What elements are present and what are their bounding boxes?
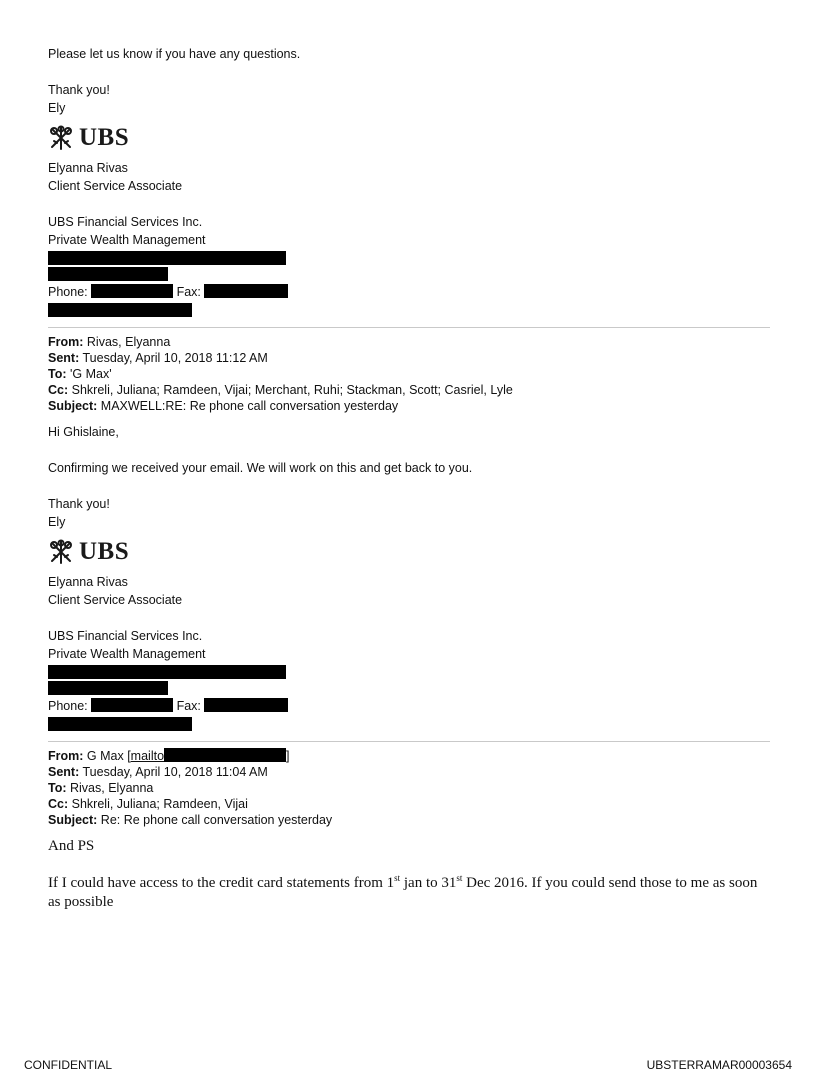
intro-line: Please let us know if you have any questions. (48, 47, 301, 61)
ubs-keys-icon (48, 539, 74, 565)
subject-row: Subject: Re: Re phone call conversation yesterday (48, 813, 333, 827)
email1-greeting: Hi Ghislaine, (48, 425, 119, 439)
email1-thanks: Thank you! (48, 497, 110, 511)
email-header-2 (48, 748, 770, 828)
sig-company: UBS Financial Services Inc. (48, 215, 203, 229)
redaction-phone (91, 698, 173, 712)
email-header-1 (48, 334, 770, 414)
signature-block-1 (48, 159, 770, 317)
ubs-logo-text: UBS (79, 538, 130, 565)
footer-confidential: CONFIDENTIAL (24, 1058, 113, 1072)
subject-row: Subject: MAXWELL:RE: Re phone call conversation yesterday (48, 399, 399, 413)
mailto-link[interactable]: mailto (130, 749, 165, 763)
email1-body: Confirming we received your email. We will work on this and get back to you. (48, 461, 473, 475)
email2-body: If I could have access to the credit card statements from 1st jan to 31st Dec 2016. If you could send those to me as soon as possible (48, 873, 758, 910)
sig-title: Client Service Associate (48, 593, 183, 607)
sig-phone-line (48, 697, 770, 715)
signature-block-2 (48, 573, 770, 731)
from-row: From: G Max [mailto ] (48, 749, 290, 763)
fax-label: Fax: (176, 699, 201, 713)
to-row: To: 'G Max' (48, 367, 112, 381)
ubs-keys-icon (48, 125, 74, 151)
email-separator-2 (48, 741, 770, 742)
sig-company: UBS Financial Services Inc. (48, 629, 203, 643)
redaction-fax (204, 284, 288, 298)
footer-bates-number: UBSTERRAMAR00003654 (646, 1058, 792, 1072)
sent-row: Sent: Tuesday, April 10, 2018 11:04 AM (48, 765, 268, 779)
intro-thanks: Thank you! (48, 83, 110, 97)
redaction-email (48, 717, 192, 731)
redaction-address-2 (48, 267, 168, 281)
cc-row: Cc: Shkreli, Juliana; Ramdeen, Vijai; Merchant, Ruhi; Stackman, Scott; Casriel, Lyle (48, 383, 513, 397)
email-separator-1 (48, 327, 770, 328)
ubs-logo-text: UBS (79, 124, 130, 151)
ubs-logo (48, 123, 770, 153)
redaction-email (48, 303, 192, 317)
redaction-address-1 (48, 251, 286, 265)
intro-sig: Ely (48, 101, 66, 115)
from-row: From: Rivas, Elyanna (48, 335, 171, 349)
phone-label: Phone: (48, 699, 88, 713)
sig-division: Private Wealth Management (48, 233, 206, 247)
to-row: To: Rivas, Elyanna (48, 781, 154, 795)
sig-phone-line (48, 283, 770, 301)
redaction-phone (91, 284, 173, 298)
phone-label: Phone: (48, 285, 88, 299)
email1-sig: Ely (48, 515, 66, 529)
sig-name: Elyanna Rivas (48, 161, 128, 175)
sig-name: Elyanna Rivas (48, 575, 128, 589)
fax-label: Fax: (176, 285, 201, 299)
sig-division: Private Wealth Management (48, 647, 206, 661)
document-page (48, 45, 770, 912)
ubs-logo-2 (48, 537, 770, 567)
sig-title: Client Service Associate (48, 179, 183, 193)
email2-ps: And PS (48, 838, 95, 854)
cc-row: Cc: Shkreli, Juliana; Ramdeen, Vijai (48, 797, 248, 811)
redaction-fax (204, 698, 288, 712)
sent-row: Sent: Tuesday, April 10, 2018 11:12 AM (48, 351, 268, 365)
redaction-email-address (164, 748, 286, 762)
redaction-address-1 (48, 665, 286, 679)
redaction-address-2 (48, 681, 168, 695)
